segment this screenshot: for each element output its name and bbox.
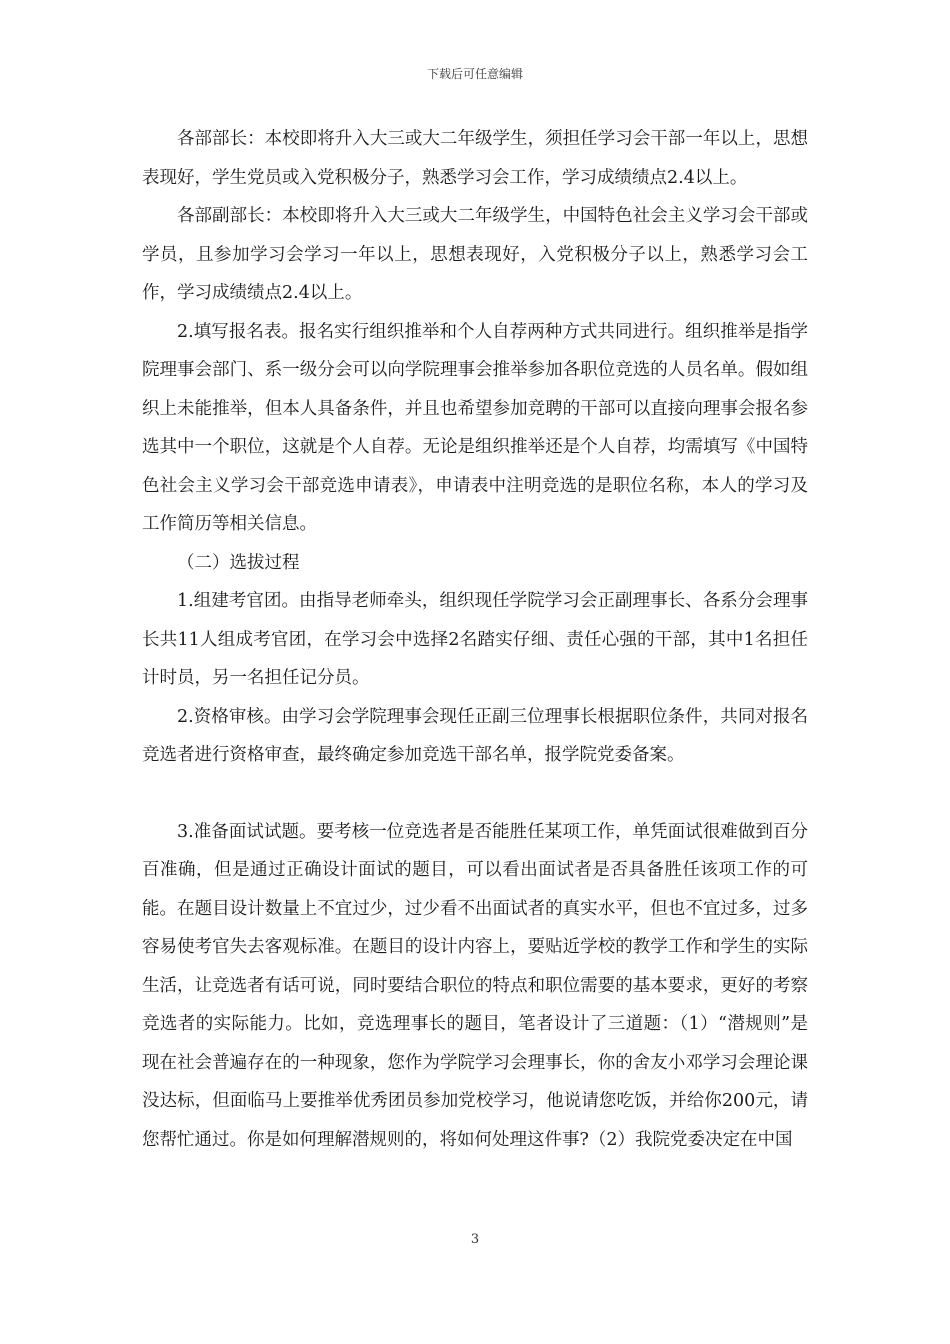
page-header: 下载后可任意编辑: [426, 67, 523, 81]
section-heading-selection-process: （二）选拔过程: [177, 552, 300, 573]
paragraph-gap: [142, 775, 808, 813]
paragraph-examiner-panel: 1.组建考官团。由指导老师牵头，组织现任学院学习会正副理事长、各系分会理事长共11人组成考官团，在学习会中选择2名踏实仔细、责任心强的干部，其中1名担任计时员，另一名担任记分员。: [142, 591, 808, 688]
paragraph-deputy-department-head: 各部副部长：本校即将升入大三或大二年级学生，中国特色社会主义学习会干部或学员，且参加学习会学习一年以上，思想表现好，入党积极分子以上，熟悉学习会工作，学习成绩绩点2.4以上。: [142, 206, 808, 303]
paragraph-qualification-review: 2.资格审核。由学习会学院理事会现任正副三位理事长根据职位条件，共同对报名竞选者进行资格审查，最终确定参加竞选干部名单，报学院党委备案。: [142, 706, 808, 765]
paragraph-department-head: 各部部长：本校即将升入大三或大二年级学生，须担任学习会干部一年以上，思想表现好，学生党员或入党积极分子，熟悉学习会工作，学习成绩绩点2.4以上。: [142, 129, 808, 188]
paragraph-interview-questions: 3.准备面试试题。要考核一位竞选者是否能胜任某项工作，单凭面试很难做到百分百准确，但是通过正确设计面试的题目，可以看出面试者是否具备胜任该项工作的可能。在题目设计数量上不宜过少，过少看不出面试者的真实水平，但也不宜过多，过多容易使考官失去客观标准。在题目的设计内容上，要贴近学校的教学工作和学生的实际生活，让竞选者有话可说，同时要结合职位的特点和职位需要的基本要求，更好的考察竞选者的实际能力。比如，竞选理事长的题目，笔者设计了三道题：（1）“潜规则”是现在社会普遍存在的一种现象，您作为学院学习会理事长，你的舍友小邓学习会理论课没达标，但面临马上要推举优秀团员参加党校学习，他说请您吃饭，并给你200元，请您帮忙通过。你是如何理解潜规则的，将如何处理这件事?（2）我院党委决定在中国: [142, 821, 808, 1150]
paragraph-registration-form: 2.填写报名表。报名实行组织推举和个人自荐两种方式共同进行。组织推举是指学院理事会部门、系一级分会可以向学院理事会推举参加各职位竞选的人员名单。假如组织上未能推举，但本人具备条件，并且也希望参加竞聘的干部可以直接向理事会报名参选其中一个职位，这就是个人自荐。无论是组织推举还是个人自荐，均需填写《中国特色社会主义学习会干部竞选申请表》，申请表中注明竞选的是职位名称，本人的学习及工作简历等相关信息。: [142, 321, 808, 534]
document-body: [142, 120, 808, 1159]
page-number: 3: [470, 1232, 480, 1247]
